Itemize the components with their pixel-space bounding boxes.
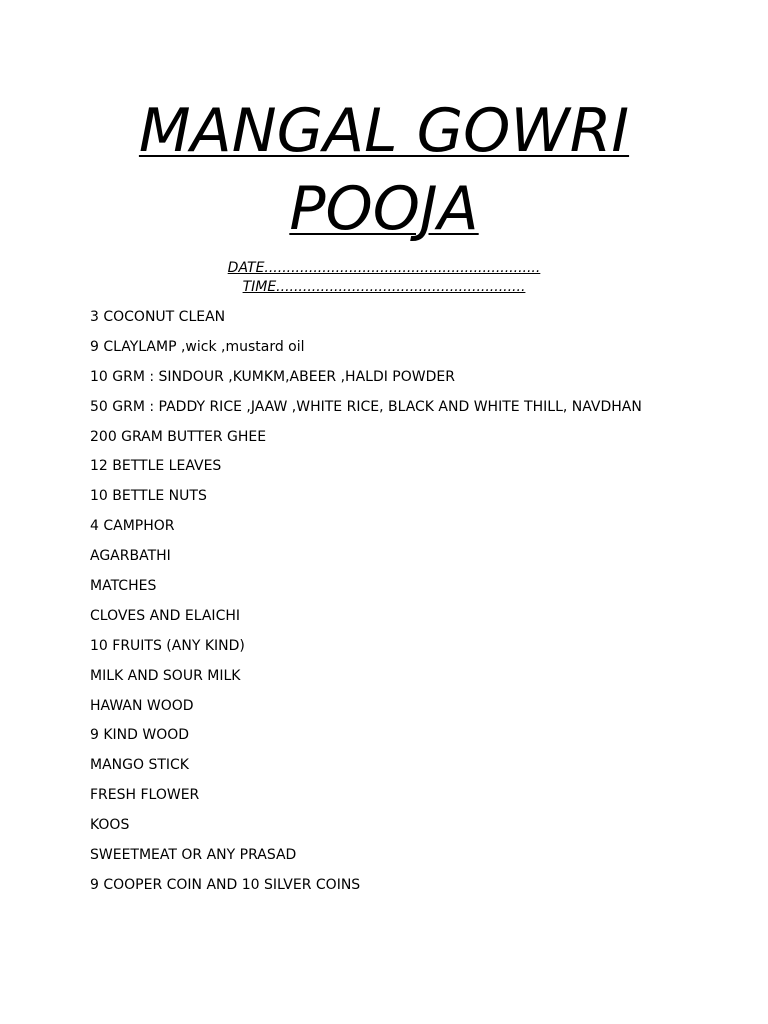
list-item: MILK AND SOUR MILK	[90, 667, 241, 684]
time-line	[0, 278, 768, 297]
list-item: AGARBATHI	[90, 548, 171, 565]
list-item: FRESH FLOWER	[90, 787, 200, 804]
list-item: 4 CAMPHOR	[90, 518, 175, 535]
list-item: HAWAN WOOD	[90, 697, 194, 714]
pooja-items-list	[90, 308, 650, 906]
list-item: 10 FRUITS (ANY KIND)	[90, 637, 245, 654]
list-item: SWEETMEAT OR ANY PRASAD	[90, 847, 297, 864]
list-item: 9 COOPER COIN AND 10 SILVER COINS	[90, 876, 361, 893]
list-item: 10 GRM : SINDOUR ,KUMKM,ABEER ,HALDI POWDER	[90, 368, 455, 385]
list-item: 50 GRM : PADDY RICE ,JAAW ,WHITE RICE, BLACK AND WHITE THILL, NAVDHAN	[90, 398, 642, 415]
list-item: MATCHES	[90, 578, 157, 595]
list-item: 12 BETTLE LEAVES	[90, 458, 222, 475]
date-label: DATE..............................................................	[227, 260, 541, 276]
list-item: 9 CLAYLAMP ,wick ,mustard oil	[90, 338, 305, 355]
page-title	[0, 92, 768, 248]
list-item: CLOVES AND ELAICHI	[90, 607, 240, 624]
list-item: 3 COCONUT CLEAN	[90, 309, 226, 325]
date-line	[0, 259, 768, 278]
list-item: 9 KIND WOOD	[90, 727, 190, 744]
list-item: 10 BETTLE NUTS	[90, 488, 207, 505]
list-item: 200 GRAM BUTTER GHEE	[90, 428, 267, 445]
title-line-2: POOJA	[289, 174, 479, 244]
time-label: TIME........................................................	[242, 279, 526, 295]
list-item: KOOS	[90, 817, 130, 834]
list-item: MANGO STICK	[90, 757, 189, 774]
title-line-1: MANGAL GOWRI	[138, 96, 630, 166]
